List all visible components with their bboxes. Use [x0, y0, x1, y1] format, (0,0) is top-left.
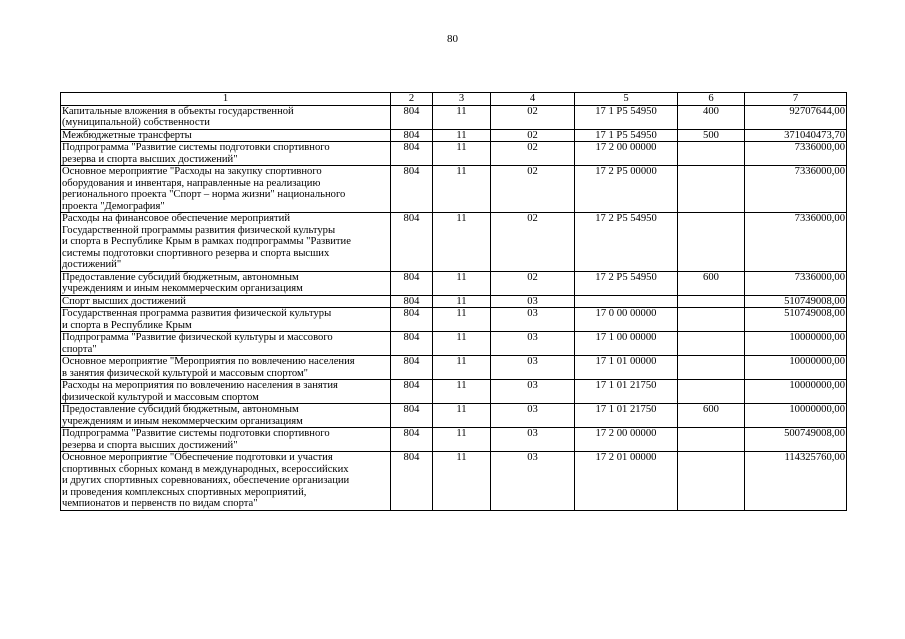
row-subsection: 03	[491, 380, 575, 404]
row-target-article: 17 1 Р5 54950	[575, 105, 678, 129]
table-row	[61, 213, 847, 272]
row-section: 11	[433, 142, 491, 166]
header-cell: 6	[678, 93, 745, 106]
row-amount: 114325760,00	[745, 452, 847, 511]
row-name: Основное мероприятие "Обеспечение подготовки и участия спортивных сборных команд в международных, всероссийских и других спортивных соревнованиях, обеспечение организации и проведения комплексных спортивных мероприятий, чемпионатов и первенств по видам спорта"	[61, 452, 391, 511]
row-target-article: 17 1 01 00000	[575, 356, 678, 380]
row-subsection: 03	[491, 332, 575, 356]
table-row	[61, 428, 847, 452]
row-name: Предоставление субсидий бюджетным, автономным учреждениям и иным некоммерческим организациям	[61, 271, 391, 295]
row-grbs: 804	[391, 142, 433, 166]
table-header-row	[61, 93, 847, 106]
row-section: 11	[433, 332, 491, 356]
row-section: 11	[433, 295, 491, 308]
table-row	[61, 129, 847, 142]
row-subsection: 02	[491, 213, 575, 272]
row-amount: 371040473,70	[745, 129, 847, 142]
row-amount: 510749008,00	[745, 295, 847, 308]
row-expense-type: 500	[678, 129, 745, 142]
table-row	[61, 452, 847, 511]
row-name: Подпрограмма "Развитие системы подготовки спортивного резерва и спорта высших достижений"	[61, 142, 391, 166]
header-cell: 1	[61, 93, 391, 106]
row-name: Межбюджетные трансферты	[61, 129, 391, 142]
row-target-article: 17 1 00 00000	[575, 332, 678, 356]
row-target-article	[575, 295, 678, 308]
row-target-article: 17 2 Р5 54950	[575, 213, 678, 272]
row-expense-type	[678, 332, 745, 356]
row-name: Подпрограмма "Развитие физической культуры и массового спорта"	[61, 332, 391, 356]
table-row	[61, 380, 847, 404]
row-grbs: 804	[391, 271, 433, 295]
table-row	[61, 166, 847, 213]
row-amount: 7336000,00	[745, 166, 847, 213]
row-grbs: 804	[391, 356, 433, 380]
row-expense-type	[678, 428, 745, 452]
row-expense-type	[678, 308, 745, 332]
row-amount: 510749008,00	[745, 308, 847, 332]
row-target-article: 17 1 01 21750	[575, 404, 678, 428]
row-name: Капитальные вложения в объекты государственной (муниципальной) собственности	[61, 105, 391, 129]
page-number: 80	[447, 33, 458, 45]
row-subsection: 03	[491, 308, 575, 332]
table-row	[61, 142, 847, 166]
row-subsection: 03	[491, 428, 575, 452]
table-row	[61, 404, 847, 428]
row-grbs: 804	[391, 404, 433, 428]
row-subsection: 03	[491, 452, 575, 511]
row-section: 11	[433, 404, 491, 428]
row-expense-type: 400	[678, 105, 745, 129]
row-amount: 92707644,00	[745, 105, 847, 129]
row-section: 11	[433, 428, 491, 452]
row-section: 11	[433, 380, 491, 404]
table-row	[61, 105, 847, 129]
row-target-article: 17 2 Р5 00000	[575, 166, 678, 213]
row-expense-type	[678, 295, 745, 308]
table-row	[61, 308, 847, 332]
row-grbs: 804	[391, 308, 433, 332]
row-target-article: 17 1 01 21750	[575, 380, 678, 404]
row-grbs: 804	[391, 295, 433, 308]
row-expense-type	[678, 380, 745, 404]
row-name: Основное мероприятие "Мероприятия по вовлечению населения в занятия физической культурой и массовым спортом"	[61, 356, 391, 380]
row-target-article: 17 2 01 00000	[575, 452, 678, 511]
row-subsection: 03	[491, 404, 575, 428]
header-cell: 4	[491, 93, 575, 106]
row-amount: 7336000,00	[745, 142, 847, 166]
row-name: Спорт высших достижений	[61, 295, 391, 308]
row-expense-type	[678, 213, 745, 272]
row-target-article: 17 1 Р5 54950	[575, 129, 678, 142]
row-subsection: 03	[491, 356, 575, 380]
row-section: 11	[433, 213, 491, 272]
row-expense-type	[678, 452, 745, 511]
row-amount: 10000000,00	[745, 356, 847, 380]
row-target-article: 17 0 00 00000	[575, 308, 678, 332]
row-section: 11	[433, 271, 491, 295]
row-subsection: 02	[491, 166, 575, 213]
table-row	[61, 356, 847, 380]
row-grbs: 804	[391, 428, 433, 452]
row-grbs: 804	[391, 452, 433, 511]
row-expense-type: 600	[678, 404, 745, 428]
row-name: Основное мероприятие "Расходы на закупку спортивного оборудования и инвентаря, направленные на реализацию регионального проекта "Спорт – норма жизни" национального проекта "Демография"	[61, 166, 391, 213]
row-section: 11	[433, 166, 491, 213]
budget-table	[60, 92, 847, 511]
row-subsection: 02	[491, 142, 575, 166]
row-subsection: 02	[491, 129, 575, 142]
table-row	[61, 295, 847, 308]
row-section: 11	[433, 356, 491, 380]
row-expense-type	[678, 142, 745, 166]
row-amount: 7336000,00	[745, 271, 847, 295]
row-amount: 10000000,00	[745, 332, 847, 356]
row-grbs: 804	[391, 332, 433, 356]
row-section: 11	[433, 308, 491, 332]
row-grbs: 804	[391, 105, 433, 129]
row-section: 11	[433, 452, 491, 511]
row-amount: 10000000,00	[745, 404, 847, 428]
row-target-article: 17 2 Р5 54950	[575, 271, 678, 295]
row-expense-type	[678, 166, 745, 213]
row-subsection: 02	[491, 105, 575, 129]
row-grbs: 804	[391, 380, 433, 404]
row-section: 11	[433, 129, 491, 142]
row-amount: 500749008,00	[745, 428, 847, 452]
row-subsection: 03	[491, 295, 575, 308]
row-subsection: 02	[491, 271, 575, 295]
row-name: Государственная программа развития физической культуры и спорта в Республике Крым	[61, 308, 391, 332]
row-name: Подпрограмма "Развитие системы подготовки спортивного резерва и спорта высших достижений"	[61, 428, 391, 452]
row-grbs: 804	[391, 213, 433, 272]
row-target-article: 17 2 00 00000	[575, 142, 678, 166]
header-cell: 2	[391, 93, 433, 106]
row-target-article: 17 2 00 00000	[575, 428, 678, 452]
header-cell: 5	[575, 93, 678, 106]
row-amount: 7336000,00	[745, 213, 847, 272]
row-expense-type: 600	[678, 271, 745, 295]
header-cell: 3	[433, 93, 491, 106]
row-grbs: 804	[391, 129, 433, 142]
row-expense-type	[678, 356, 745, 380]
row-name: Расходы на финансовое обеспечение мероприятий Государственной программы развития физической культуры и спорта в Республике Крым в рамках подпрограммы "Развитие системы подготовки спортивного резерва и спорта высших достижений"	[61, 213, 391, 272]
header-cell: 7	[745, 93, 847, 106]
row-grbs: 804	[391, 166, 433, 213]
row-name: Предоставление субсидий бюджетным, автономным учреждениям и иным некоммерческим организациям	[61, 404, 391, 428]
table-row	[61, 271, 847, 295]
row-section: 11	[433, 105, 491, 129]
table-row	[61, 332, 847, 356]
row-amount: 10000000,00	[745, 380, 847, 404]
row-name: Расходы на мероприятия по вовлечению населения в занятия физической культурой и массовым спортом	[61, 380, 391, 404]
